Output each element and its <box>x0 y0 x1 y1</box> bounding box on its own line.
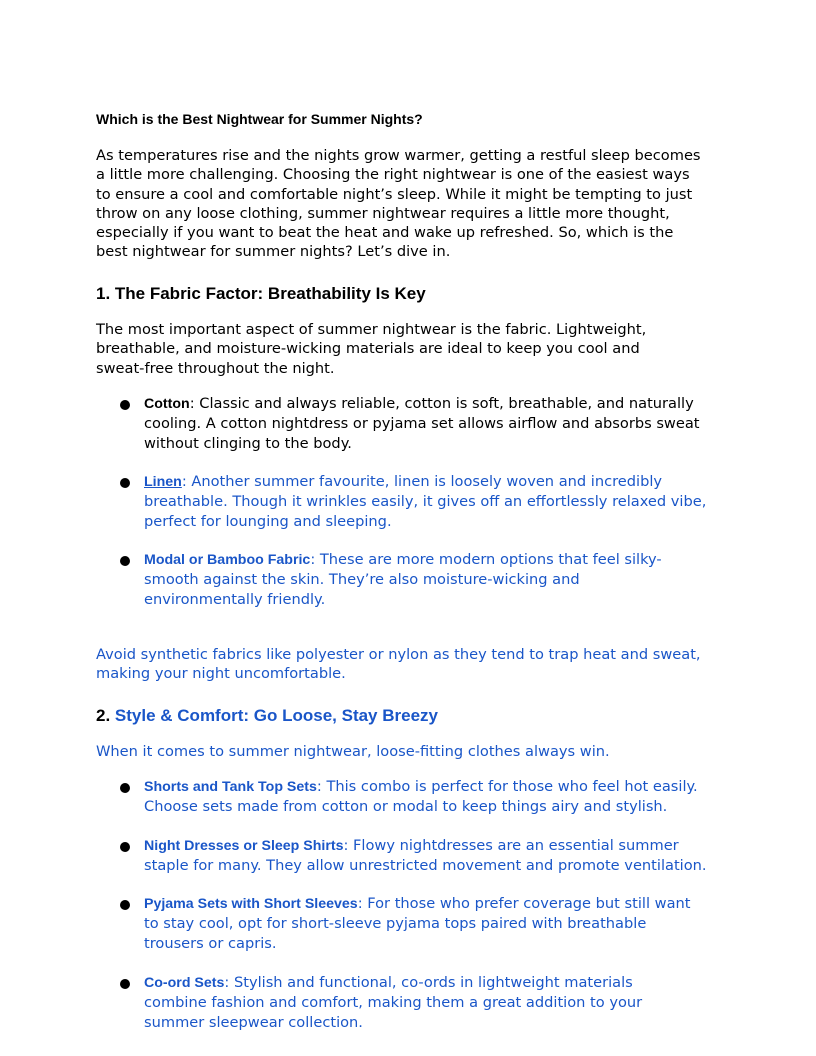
item-line: : These are more modern options that feel silky- <box>310 551 662 568</box>
note-line: Avoid synthetic fabrics like polyester or nylon as they tend to trap heat and sweat, <box>96 646 701 663</box>
item-line: : Flowy nightdresses are an essential summer <box>343 837 679 854</box>
bullet-icon <box>120 979 130 989</box>
item-line: environmentally friendly. <box>144 590 326 608</box>
term-co-ord: Co-ord Sets <box>144 975 225 991</box>
term-night-dresses: Night Dresses or Sleep Shirts <box>144 838 344 854</box>
intro-line: to ensure a cool and comfortable night’s sleep. While it might be tempting to just <box>96 185 693 203</box>
intro-line: a little more challenging. Choosing the right nightwear is one of the easiest ways <box>96 166 690 184</box>
intro-line: throw on any loose clothing, summer nightwear requires a little more thought, <box>96 204 670 222</box>
section1-intro-line: sweat-free throughout the night. <box>96 359 335 377</box>
section2-number: 2. <box>96 706 111 725</box>
section2-heading <box>96 706 438 726</box>
section1-intro-line: breathable, and moisture-wicking materials are ideal to keep you cool and <box>96 340 640 358</box>
term-linen-link[interactable]: Linen <box>144 474 182 490</box>
bullet-icon <box>120 556 130 566</box>
section1-heading: 1. The Fabric Factor: Breathability Is Key <box>96 284 426 303</box>
item-line: perfect for lounging and sleeping. <box>144 512 392 530</box>
item-line: : Classic and always reliable, cotton is soft, breathable, and naturally <box>189 395 694 412</box>
item-line: : Another summer favourite, linen is loosely woven and incredibly <box>181 473 663 490</box>
item-line: breathable. Though it wrinkles easily, it gives off an effortlessly relaxed vibe, <box>144 493 707 511</box>
section1-intro <box>96 320 720 378</box>
item-line: trousers or capris. <box>144 934 277 952</box>
item-line: Choose sets made from cotton or modal to keep things airy and stylish. <box>144 798 668 816</box>
intro-line: As temperatures rise and the nights grow warmer, getting a restful sleep becomes <box>96 147 701 164</box>
section1-intro-line: The most important aspect of summer nightwear is the fabric. Lightweight, <box>96 321 647 338</box>
bullet-icon <box>120 842 130 852</box>
item-line: : For those who prefer coverage but still want <box>357 895 691 912</box>
item-line: cooling. A cotton nightdress or pyjama set allows airflow and absorbs sweat <box>144 415 700 433</box>
bullet-icon <box>120 900 130 910</box>
section2-intro: When it comes to summer nightwear, loose-fitting clothes always win. <box>96 743 610 760</box>
intro-line: best nightwear for summer nights? Let’s dive in. <box>96 243 451 261</box>
item-line: : Stylish and functional, co-ords in lightweight materials <box>224 974 633 991</box>
bullet-icon <box>120 400 130 410</box>
document-title: Which is the Best Nightwear for Summer Nights? <box>96 111 423 127</box>
item-line: to stay cool, opt for short-sleeve pyjama tops paired with breathable <box>144 915 647 933</box>
item-line: smooth against the skin. They’re also moisture-wicking and <box>144 571 580 589</box>
item-line: staple for many. They allow unrestricted movement and promote ventilation. <box>144 857 707 875</box>
fabric-note <box>96 645 720 684</box>
term-pyjama-sets: Pyjama Sets with Short Sleeves <box>144 896 358 912</box>
item-line: summer sleepwear collection. <box>144 1013 363 1031</box>
term-cotton: Cotton <box>144 396 190 412</box>
intro-line: especially if you want to beat the heat and wake up refreshed. So, which is the <box>96 224 674 242</box>
bullet-icon <box>120 783 130 793</box>
item-line: without clinging to the body. <box>144 434 352 452</box>
term-shorts-tank: Shorts and Tank Top Sets <box>144 779 317 795</box>
intro-paragraph <box>96 146 720 262</box>
term-modal-bamboo: Modal or Bamboo Fabric <box>144 552 311 568</box>
bullet-icon <box>120 478 130 488</box>
item-line: combine fashion and comfort, making them a great addition to your <box>144 994 643 1012</box>
section2-title: Style & Comfort: Go Loose, Stay Breezy <box>114 706 438 725</box>
note-line: making your night uncomfortable. <box>96 665 346 683</box>
item-line: : This combo is perfect for those who feel hot easily. <box>316 778 698 795</box>
